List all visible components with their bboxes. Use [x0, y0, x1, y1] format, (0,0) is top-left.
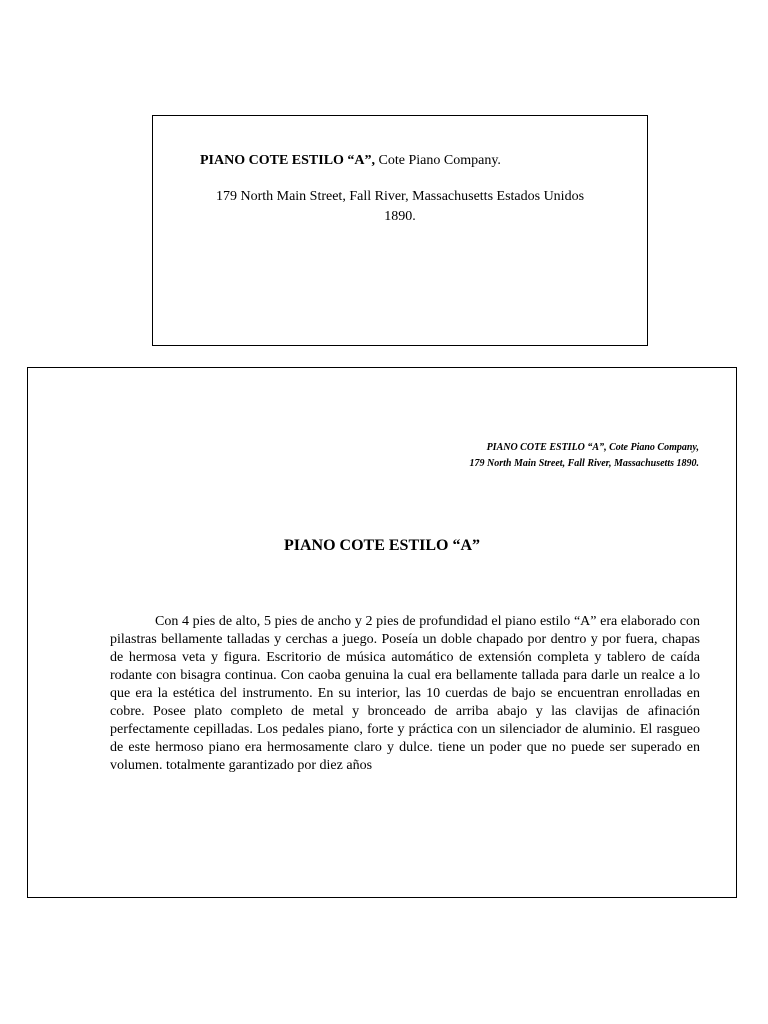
- card-address-line2: 1890.: [384, 209, 416, 224]
- description-page: [27, 367, 737, 898]
- header-note-line1: PIANO COTE ESTILO “A”, Cote Piano Company,: [486, 442, 699, 453]
- card-title-bold: PIANO COTE ESTILO “A”,: [200, 153, 376, 168]
- header-note-line2: 179 North Main Street, Fall River, Massachusetts 1890.: [469, 458, 699, 469]
- header-note: [470, 440, 699, 472]
- card-title-company: Cote Piano Company.: [375, 153, 501, 168]
- card-title: [200, 153, 501, 169]
- card-address-line1: 179 North Main Street, Fall River, Massachusetts Estados Unidos: [215, 189, 585, 204]
- card-address: [153, 187, 647, 227]
- label-card: [152, 115, 648, 346]
- body-paragraph: Con 4 pies de alto, 5 pies de ancho y 2 pies de profundidad el piano estilo “A” era elaborado con pilastras bellamente talladas y cerchas a juego. Poseía un doble chapado por dentro y por fuera, chapas de hermosa veta y figura. Escritorio de música automático de extensión completa y tablero de caída rodante con bisagra continua. Con caoba genuina la cual era bellamente tallada para darle un realce a lo que era la estética del instrumento. En su interior, las 10 cuerdas de bajo se encuentran enrolladas en cobre. Posee plato completo de metal y bronceado de arriba abajo y las clavijas de afinación perfectamente cepilladas. Los pedales piano, forte y práctica con un silenciador de aluminio. El rasgueo de este hermoso piano era hermosamente claro y dulce. tiene un poder que no puede ser superado en volumen. totalmente garantizado por diez años: [110, 614, 700, 773]
- page-title: PIANO COTE ESTILO “A”: [283, 537, 481, 554]
